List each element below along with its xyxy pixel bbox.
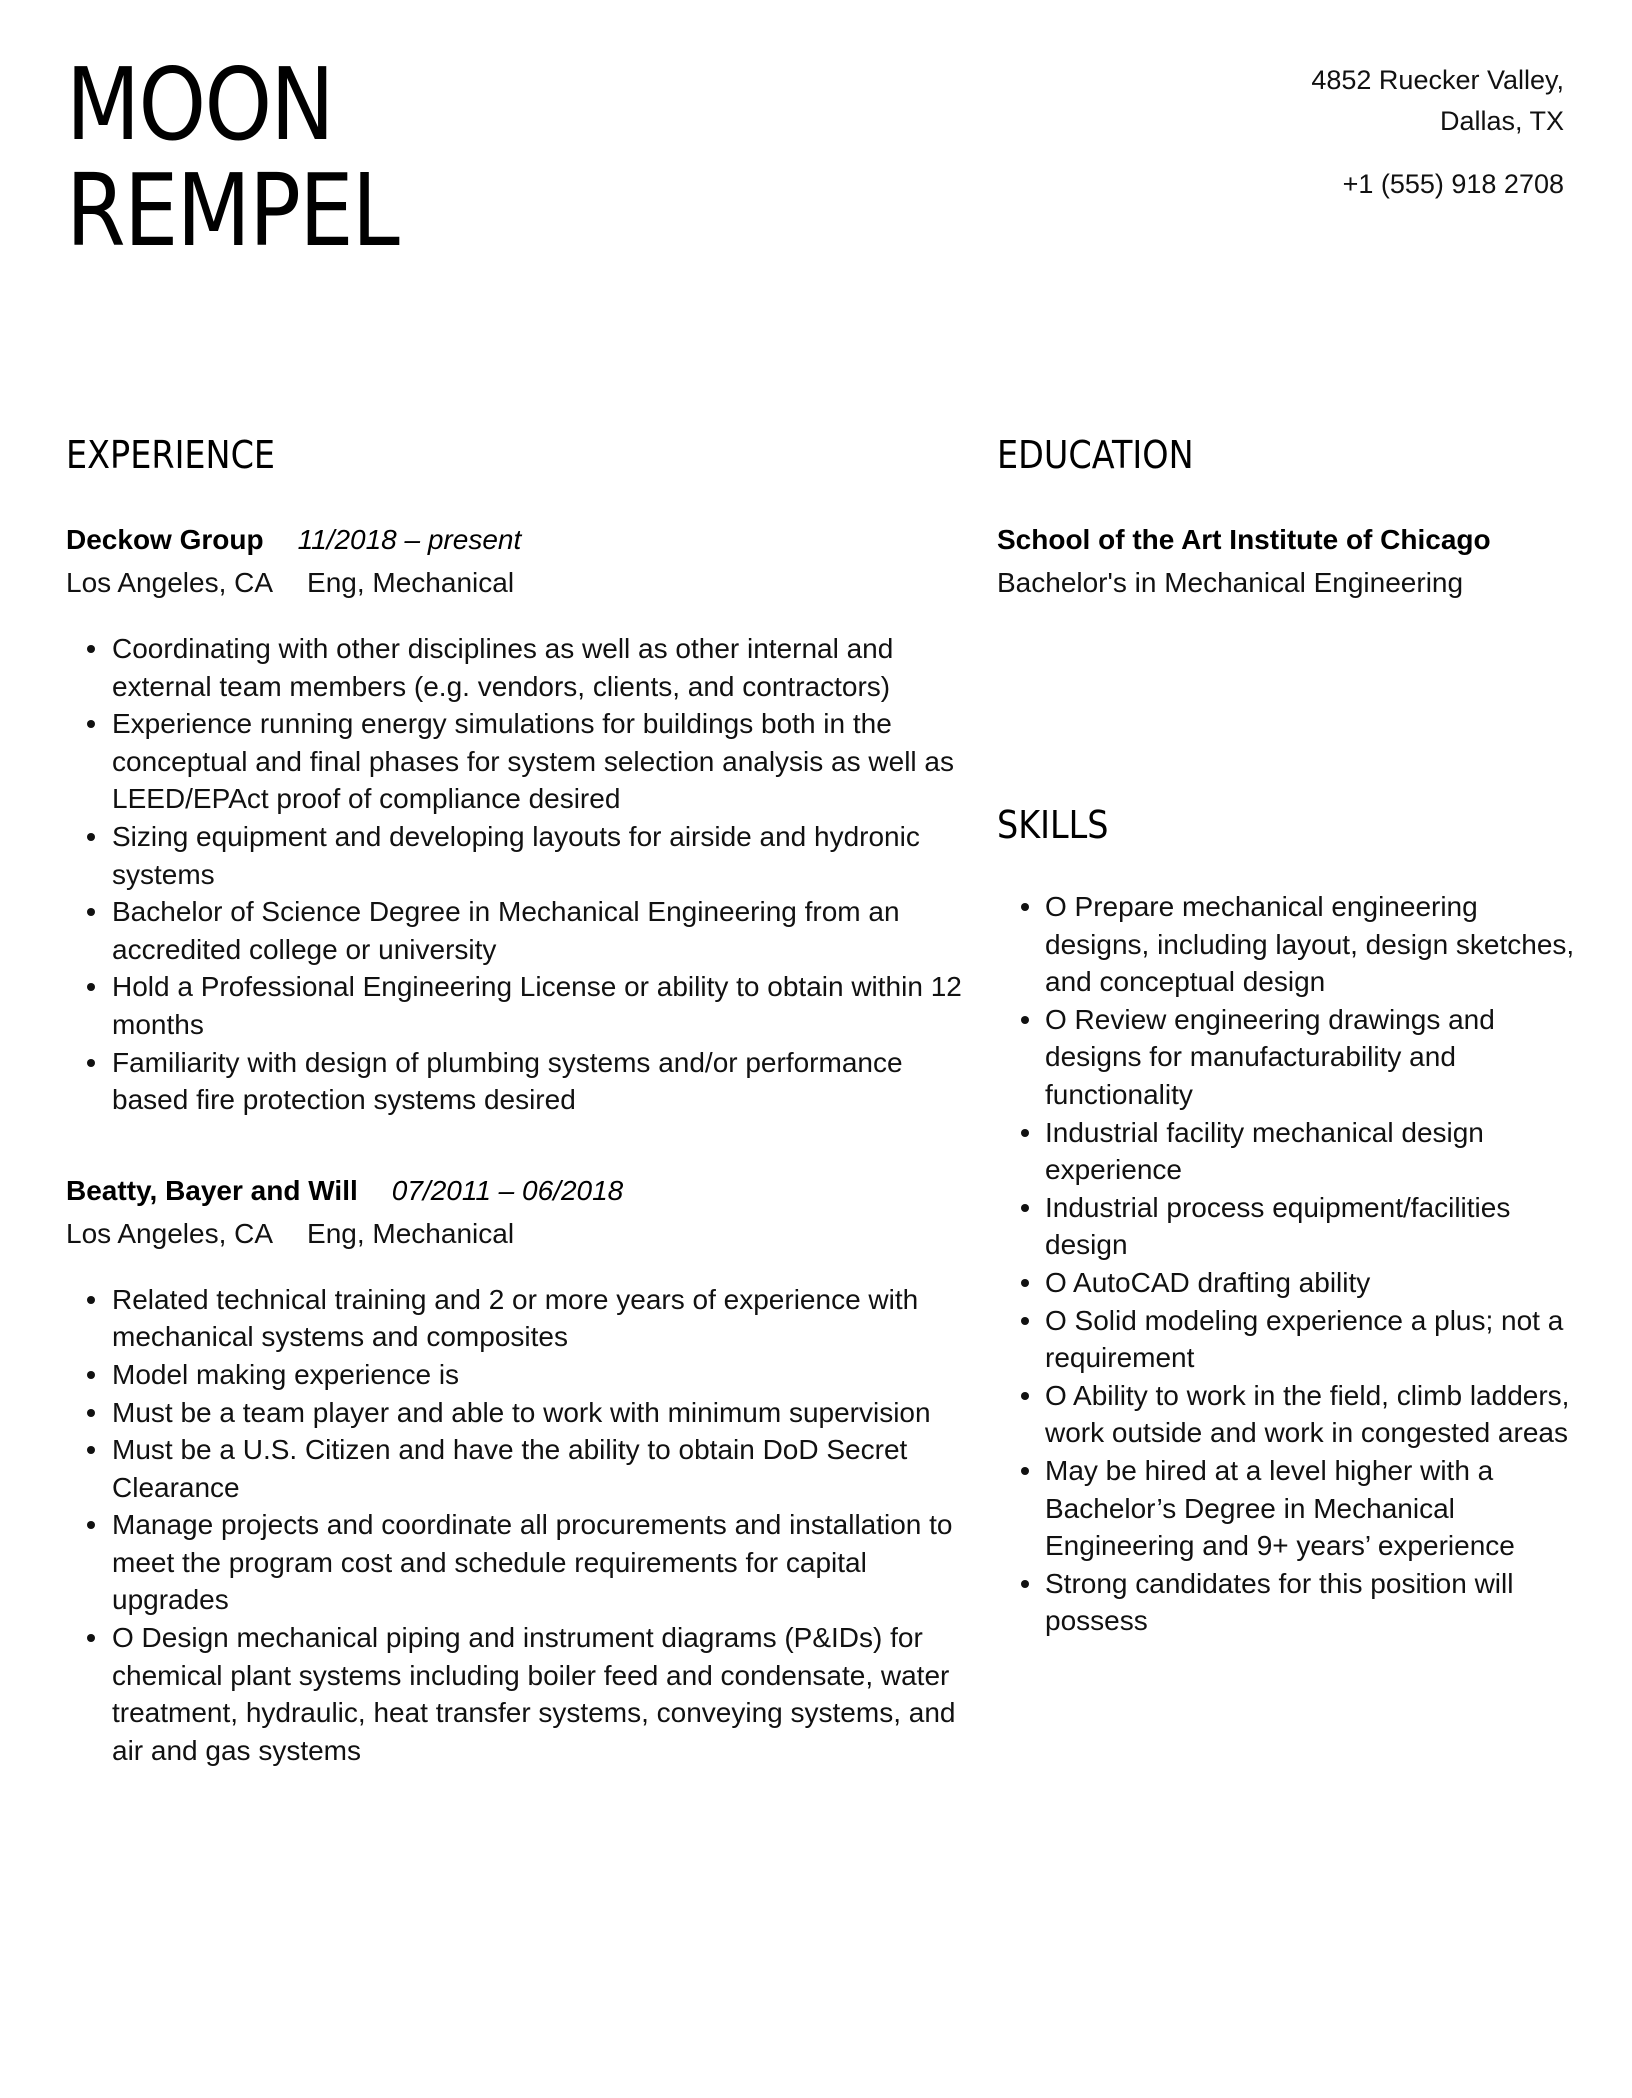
job-bullets	[66, 1281, 966, 1770]
job-entry	[66, 1169, 966, 1770]
list-item: Strong candidates for this position will possess	[997, 1565, 1577, 1640]
job-header	[66, 518, 966, 562]
name-last: REMPEL	[66, 152, 399, 269]
list-item: O Design mechanical piping and instrument diagrams (P&IDs) for chemical plant systems including boiler feed and condensate, water treatment, hydraulic, heat transfer systems, conveying systems, and air and gas systems	[66, 1619, 966, 1769]
list-item: Experience running energy simulations for buildings both in the conceptual and final phases for system selection analysis as well as LEED/EPAct proof of compliance desired	[66, 705, 966, 818]
job-bullets	[66, 630, 966, 1119]
address-line-2: Dallas, TX	[1439, 106, 1564, 136]
job-location: Los Angeles, CA	[66, 567, 274, 598]
list-item: O AutoCAD drafting ability	[997, 1264, 1577, 1302]
list-item: Related technical training and 2 or more years of experience with mechanical systems and composites	[66, 1281, 966, 1356]
degree: Bachelor's in Mechanical Engineering	[997, 567, 1464, 598]
list-item: Industrial facility mechanical design experience	[997, 1114, 1577, 1189]
job-dates: 11/2018 – present	[297, 524, 522, 555]
skills-section	[997, 800, 1577, 1640]
job-subheader	[66, 1213, 966, 1255]
job-entry	[66, 518, 966, 1119]
job-title: Eng, Mechanical	[307, 1217, 515, 1249]
list-item: Must be a team player and able to work with minimum supervision	[66, 1394, 966, 1432]
list-item: Coordinating with other disciplines as well as other internal and external team members (e.g. vendors, clients, and contractors)	[66, 630, 966, 705]
name-first: MOON	[66, 46, 334, 163]
list-item: Must be a U.S. Citizen and have the ability to obtain DoD Secret Clearance	[66, 1431, 966, 1506]
address-line-1: 4852 Ruecker Valley,	[1311, 65, 1564, 95]
list-item: Manage projects and coordinate all procurements and installation to meet the program cost and schedule requirements for capital upgrades	[66, 1506, 966, 1619]
skills-heading: SKILLS	[997, 803, 1109, 847]
job-header	[66, 1169, 966, 1213]
experience-section	[66, 430, 966, 1769]
list-item: May be hired at a level higher with a Bachelor’s Degree in Mechanical Engineering and 9+ years’ experience	[997, 1452, 1577, 1565]
job-subheader	[66, 562, 966, 604]
job-title: Eng, Mechanical	[307, 567, 515, 598]
list-item: Hold a Professional Engineering License or ability to obtain within 12 months	[66, 968, 966, 1043]
skills-list	[997, 888, 1577, 1640]
contact-block	[1311, 60, 1564, 205]
education-heading: EDUCATION	[997, 433, 1194, 477]
list-item: O Review engineering drawings and designs for manufacturability and functionality	[997, 1001, 1577, 1114]
phone-number: +1 (555) 918 2708	[1342, 169, 1564, 199]
experience-heading: EXPERIENCE	[66, 433, 276, 477]
list-item: Industrial process equipment/facilities design	[997, 1189, 1577, 1264]
candidate-name	[66, 46, 399, 269]
job-dates: 07/2011 – 06/2018	[391, 1174, 624, 1206]
list-item: Sizing equipment and developing layouts for airside and hydronic systems	[66, 818, 966, 893]
list-item: O Prepare mechanical engineering designs, including layout, design sketches, and conceptual design	[997, 888, 1577, 1001]
list-item: O Ability to work in the field, climb ladders, work outside and work in congested areas	[997, 1377, 1577, 1452]
list-item: O Solid modeling experience a plus; not a requirement	[997, 1302, 1577, 1377]
job-location: Los Angeles, CA	[66, 1217, 274, 1249]
list-item: Bachelor of Science Degree in Mechanical Engineering from an accredited college or university	[66, 893, 966, 968]
company-name: Beatty, Bayer and Will	[66, 1174, 358, 1206]
school-name: School of the Art Institute of Chicago	[997, 524, 1491, 555]
education-section	[997, 430, 1577, 604]
company-name: Deckow Group	[66, 524, 264, 555]
list-item: Model making experience is	[66, 1356, 966, 1394]
list-item: Familiarity with design of plumbing systems and/or performance based fire protection systems desired	[66, 1044, 966, 1119]
